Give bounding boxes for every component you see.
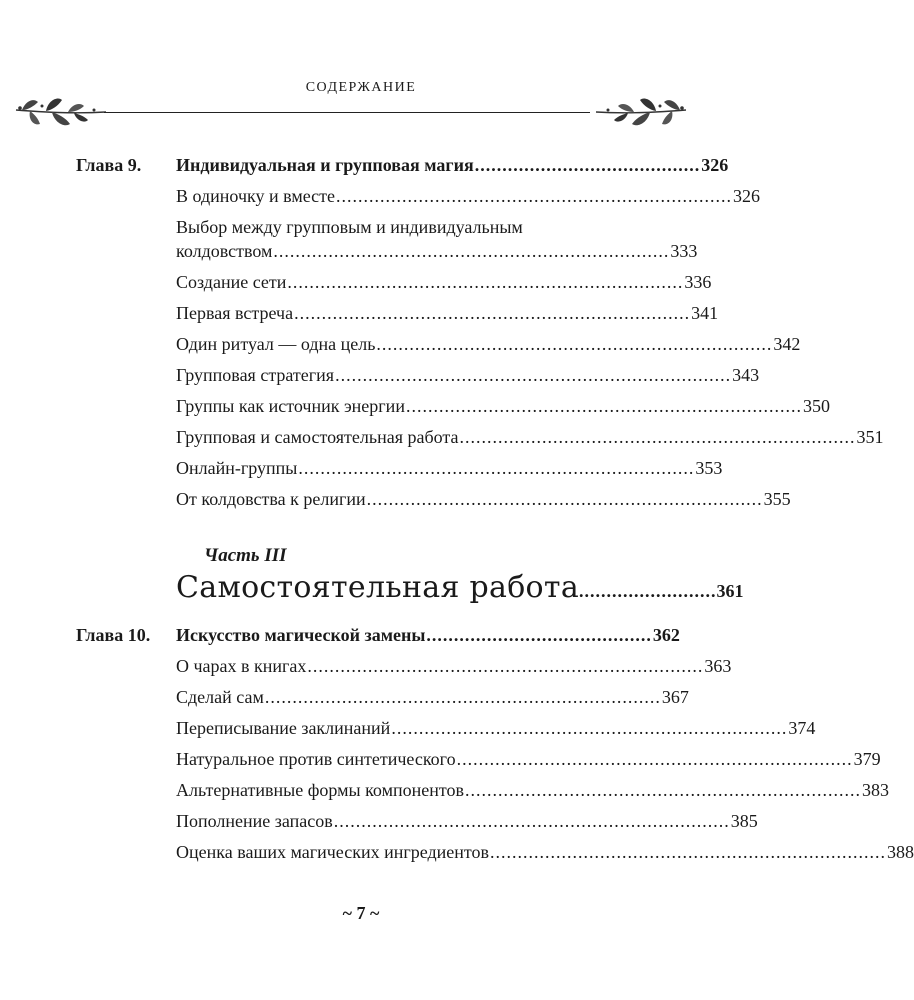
toc-entry-title: Группы как источник энергии — [176, 396, 405, 416]
toc-entry-title: Сделай сам — [176, 687, 264, 707]
toc-entry-page: 350 — [802, 396, 830, 416]
toc-entry[interactable] — [176, 272, 712, 293]
chapter-label: Глава 10. — [76, 625, 151, 645]
toc-entry[interactable] — [176, 489, 791, 510]
toc-entry-page: 351 — [856, 427, 884, 447]
toc-entry-page: 374 — [788, 718, 816, 738]
toc-entry[interactable] — [176, 458, 723, 479]
dot-leader: ........................................................................ — [405, 396, 802, 416]
part-page: 361 — [716, 581, 744, 601]
toc-entry-page: 355 — [763, 489, 791, 509]
page-number: ~ 7 ~ — [342, 903, 380, 923]
toc-entry-page: 385 — [730, 811, 758, 831]
part-title-entry[interactable] — [176, 570, 744, 605]
toc-entry-page: 336 — [684, 272, 712, 292]
toc-entry-title: Пополнение запасов — [176, 811, 333, 831]
dot-leader: ........................................................................ — [391, 718, 788, 738]
dot-leader: ........................................................................ — [307, 656, 704, 676]
toc-entry-title: Групповая стратегия — [176, 365, 335, 385]
toc-entry-page: 353 — [695, 458, 723, 478]
dot-leader: ........................................................................ — [273, 241, 670, 261]
toc-entry-title: Переписывание заклинаний — [176, 718, 391, 738]
toc-entry-page: 333 — [670, 241, 698, 261]
toc-entry-title: Групповая и самостоятельная работа — [176, 427, 459, 447]
toc-entry[interactable] — [176, 718, 816, 739]
page-header — [0, 0, 722, 150]
toc-entry[interactable] — [176, 365, 760, 386]
toc-entry-page: 326 — [733, 186, 760, 206]
toc-entry-title: Альтернативные формы компонентов — [176, 780, 464, 800]
dot-leader: ......................................... — [474, 155, 701, 175]
toc-entry-title: Индивидуальная и групповая магия — [176, 155, 474, 175]
toc-entry[interactable] — [176, 241, 698, 262]
toc-entry[interactable] — [176, 396, 830, 417]
toc-entry-page: 362 — [652, 625, 680, 645]
toc-entry-page: 326 — [701, 155, 729, 175]
toc-entry-title: Искусство магической замены — [176, 625, 426, 645]
toc-entry-page: 367 — [661, 687, 689, 707]
toc-entry-page: 379 — [853, 749, 881, 769]
dot-leader: ........................................................................ — [298, 458, 695, 478]
dot-leader: ........................................................................ — [287, 272, 684, 292]
dot-leader: ........................................................................ — [294, 303, 691, 323]
part-title: Самостоятельная работа — [176, 570, 580, 605]
dot-leader: ......................... — [579, 581, 717, 601]
dot-leader: ........................................................................ — [333, 811, 730, 831]
toc-entry-title: О чарах в книгах — [176, 656, 307, 676]
toc-entry-title: Онлайн-группы — [176, 458, 298, 478]
toc-entry[interactable] — [176, 155, 729, 176]
toc-entry-title: Создание сети — [176, 272, 287, 292]
toc-entry-page: 342 — [773, 334, 801, 354]
toc-entry[interactable] — [176, 780, 889, 801]
chapter-label: Глава 9. — [76, 155, 142, 175]
dot-leader: ........................................................................ — [490, 842, 887, 862]
toc-entry-page: 383 — [862, 780, 889, 800]
toc-entry-page: 341 — [691, 303, 719, 323]
running-header: СОДЕРЖАНИЕ — [305, 80, 417, 95]
toc-entry-title: Оценка ваших магических ингредиентов — [176, 842, 490, 862]
dot-leader: ........................................................................ — [336, 186, 732, 206]
dot-leader: ........................................................................ — [335, 365, 732, 385]
dot-leader: ........................................................................ — [264, 687, 661, 707]
toc-entry[interactable] — [176, 687, 689, 708]
toc-entry-page: 363 — [704, 656, 732, 676]
toc-entry[interactable] — [176, 334, 801, 355]
toc-entry-title: В одиночку и вместе — [176, 186, 335, 206]
toc-entry-title: Натуральное против синтетического — [176, 749, 456, 769]
toc-entry[interactable] — [176, 842, 914, 863]
toc-entry-title: Первая встреча — [176, 303, 294, 323]
toc-entry-page: 388 — [887, 842, 914, 862]
part-label: Часть III — [204, 545, 287, 566]
header-divider — [104, 112, 590, 113]
toc-entry[interactable] — [176, 427, 884, 448]
dot-leader: ........................................................................ — [459, 427, 856, 447]
dot-leader: ........................................................................ — [465, 780, 861, 800]
toc-entry-page: 343 — [732, 365, 760, 385]
toc-entry[interactable] — [176, 811, 758, 832]
toc-entry[interactable] — [176, 186, 760, 207]
toc-entry[interactable] — [176, 656, 732, 677]
toc-entry-title-line1: Выбор между групповым и индивидуальным — [176, 217, 523, 237]
toc-entry[interactable] — [176, 749, 881, 770]
toc-entry-title: Один ритуал — одна цель — [176, 334, 376, 354]
toc-entry[interactable] — [176, 303, 719, 324]
dot-leader: ........................................................................ — [366, 489, 763, 509]
dot-leader: ........................................................................ — [456, 749, 853, 769]
toc-entry-title: От колдовства к религии — [176, 489, 366, 509]
dot-leader: ........................................................................ — [376, 334, 773, 354]
toc-entry[interactable] — [176, 625, 680, 646]
dot-leader: ......................................... — [426, 625, 652, 645]
toc-entry-title: колдовством — [176, 241, 273, 261]
